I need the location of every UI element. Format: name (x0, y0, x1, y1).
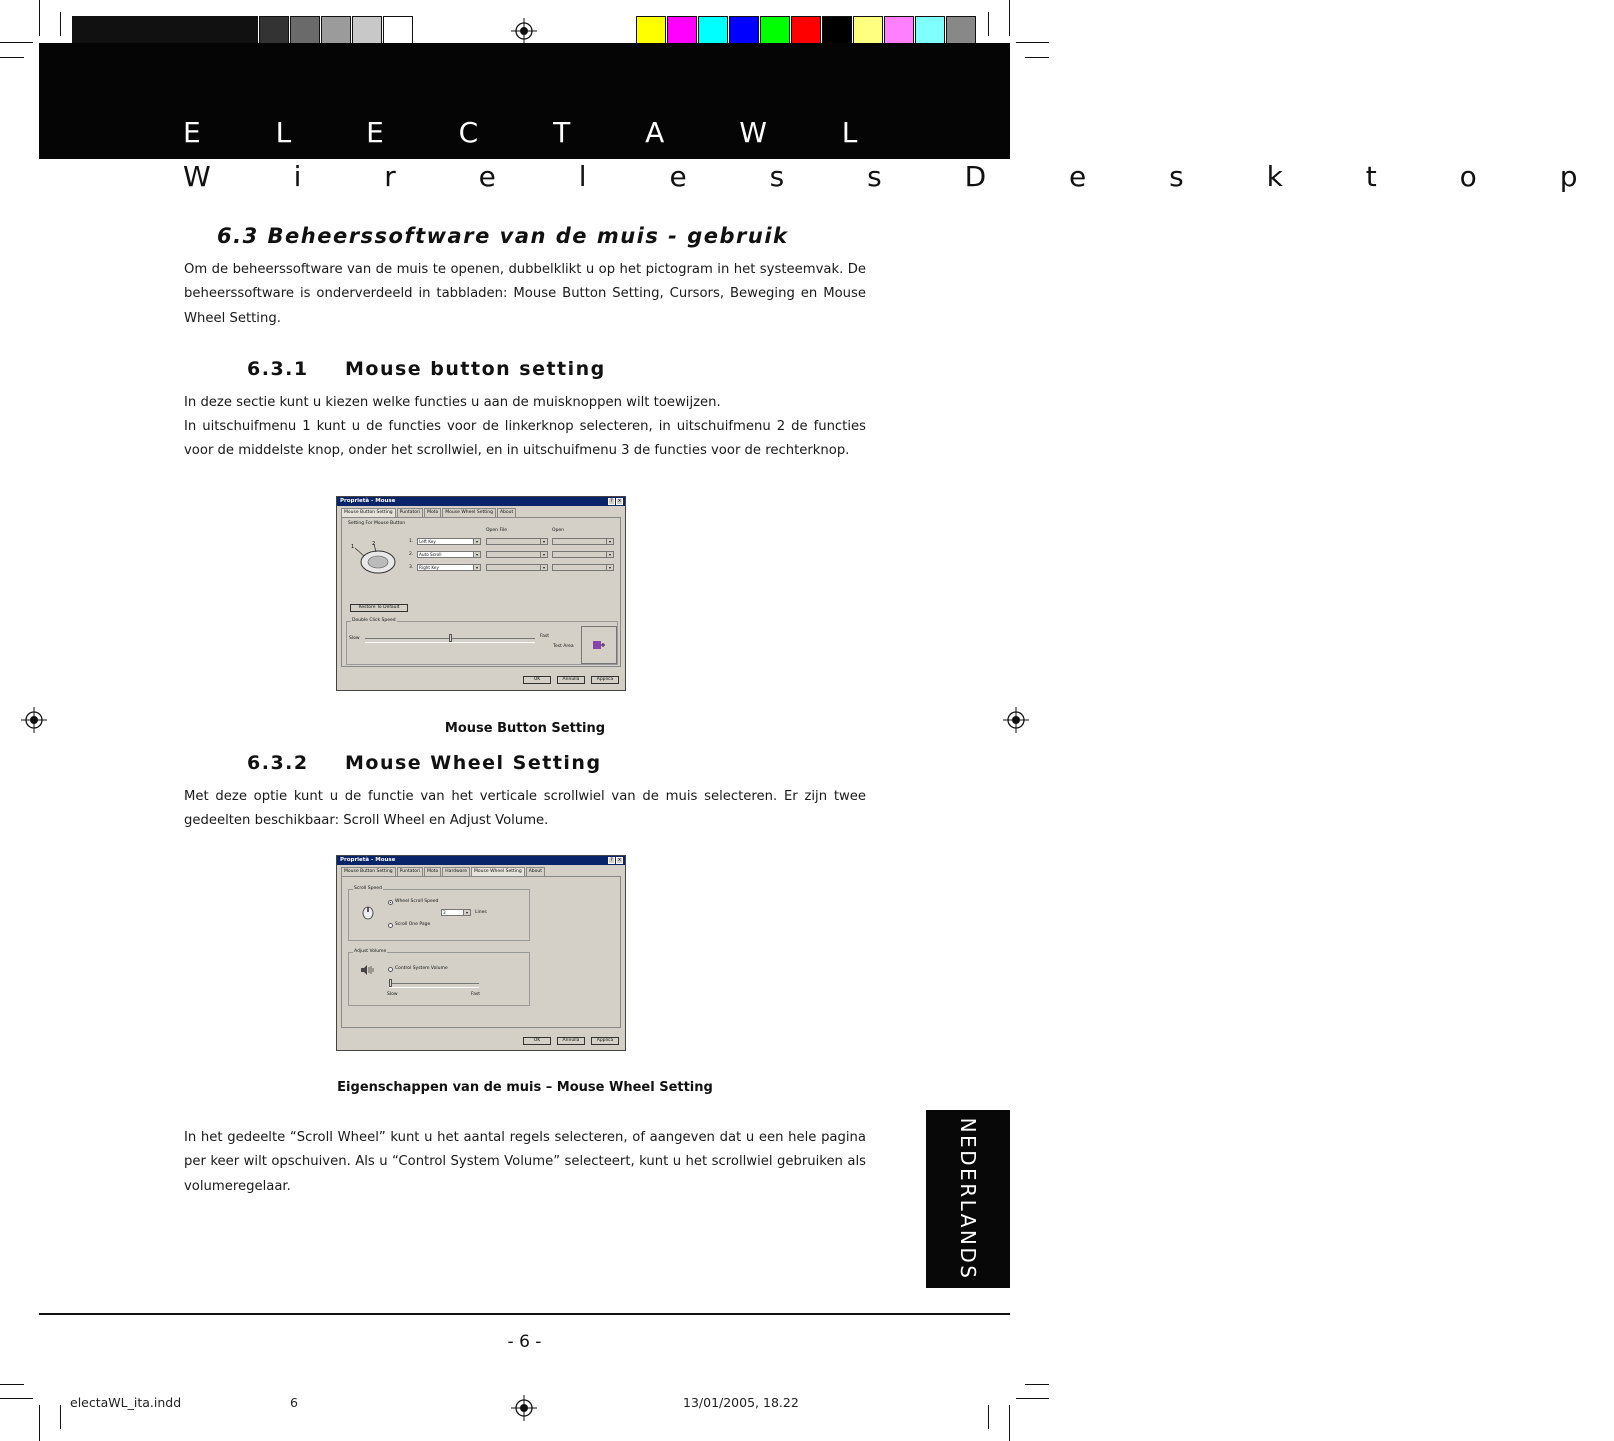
color-swatch (729, 16, 759, 44)
scroll-one-page-radio[interactable] (388, 923, 393, 928)
double-click-slider-thumb[interactable] (449, 634, 452, 642)
tab-mouse-wheel-setting[interactable]: Mouse Wheel Setting (442, 508, 496, 517)
color-swatch (667, 16, 697, 44)
subsection-title: Mouse button setting (345, 358, 606, 380)
tab-strip (341, 508, 517, 517)
color-swatch (946, 16, 976, 44)
row-number: 2. (409, 552, 414, 557)
gray-swatch (321, 16, 351, 44)
crop-mark (1025, 1384, 1049, 1385)
close-icon[interactable]: × (617, 498, 622, 504)
adjust-volume-group (348, 949, 530, 1006)
tab-puntatori[interactable]: Puntatori (397, 867, 423, 876)
wheel-scroll-speed-label: Wheel Scroll Speed (395, 899, 439, 904)
restore-default-button[interactable]: Restore To Default (350, 604, 408, 612)
crop-mark (988, 1405, 989, 1429)
language-label: NEDERLANDS (956, 1117, 980, 1281)
crop-mark (60, 12, 61, 36)
scroll-speed-group (348, 886, 530, 941)
apply-button[interactable]: Applica (591, 676, 619, 684)
section-title: 6.3 Beheerssoftware van de muis - gebruik (217, 224, 789, 248)
window-title: Proprietà - Mouse (337, 497, 625, 506)
tab-about[interactable]: About (497, 508, 516, 517)
subsection-heading-1 (247, 358, 606, 380)
control-system-volume-radio[interactable] (388, 967, 393, 972)
color-swatch (636, 16, 666, 44)
crop-mark (1016, 1398, 1049, 1399)
double-click-label: Double Click Speed (352, 618, 396, 623)
volume-slider-thumb[interactable] (389, 979, 392, 987)
button-2-function-select[interactable]: Auto Scroll ▾ (417, 551, 481, 558)
tab-moto[interactable]: Moto (424, 508, 441, 517)
closing-text: In het gedeelte “Scroll Wheel” kunt u het aantal regels selecteren, of aangeven dat u een hele pagina per keer wilt opschuiven. Als u “Control System Volume” selecteert, kunt u het scrollwiel gebruiken als volumeregelaar. (184, 1130, 866, 1194)
svg-text:2: 2 (372, 541, 376, 547)
crop-mark (1025, 57, 1049, 58)
caption-mouse-wheel-setting: Eigenschappen van de muis – Mouse Wheel Setting (337, 1080, 713, 1095)
subsection-heading-2 (247, 752, 602, 774)
slug-file: electaWL_ita.indd (70, 1395, 182, 1410)
col-open-file: Open File (486, 528, 507, 533)
cancel-button[interactable]: Annulla (557, 1037, 585, 1045)
color-swatch (698, 16, 728, 44)
subsection-number: 6.3.1 (247, 358, 309, 380)
crop-mark (0, 1398, 33, 1399)
tab-mouse-button-setting[interactable]: Mouse Button Setting (341, 867, 396, 876)
tab-about[interactable]: About (526, 867, 545, 876)
button-1-open-file-select[interactable] (486, 538, 548, 545)
button-3-open-file-select[interactable] (486, 564, 548, 571)
crop-mark (39, 0, 40, 36)
button-3-open-select[interactable] (552, 564, 614, 571)
ok-button[interactable]: OK (523, 1037, 551, 1045)
registration-mark-icon (1003, 707, 1029, 733)
crop-mark (39, 1405, 40, 1441)
fast-label: Fast (471, 992, 481, 997)
crop-mark (1009, 0, 1010, 36)
crop-mark (988, 12, 989, 36)
lines-label: Lines (475, 910, 487, 915)
sub2-text: Met deze optie kunt u de functie van het verticale scrollwiel van de muis selecteren. Er zijn twee gedeelten beschikbaar: Scroll Wheel en Adjust Volume. (184, 789, 866, 829)
brand-title: E L E C T A W L (183, 116, 891, 149)
page-number: - 6 - (507, 1332, 542, 1352)
test-area-box[interactable] (581, 626, 617, 664)
crop-mark (0, 57, 24, 58)
crop-mark (1009, 1405, 1010, 1441)
color-swatch (791, 16, 821, 44)
tab-pane (341, 517, 621, 667)
tab-mouse-button-setting[interactable]: Mouse Button Setting (341, 508, 396, 517)
slow-label: Slow (387, 992, 398, 997)
ok-button[interactable]: OK (523, 676, 551, 684)
volume-track (389, 983, 479, 988)
brand-subtitle: W i r e l e s s D e s k t o p (183, 160, 1614, 193)
test-area-label: Test Area (553, 644, 574, 649)
double-click-group (346, 618, 618, 665)
gray-swatch (259, 16, 289, 44)
mouse-button-setting-screenshot (336, 496, 626, 691)
control-system-volume-label: Control System Volume (395, 966, 448, 971)
wheel-scroll-speed-radio[interactable] (388, 900, 393, 905)
col-open: Open (552, 528, 565, 533)
window-title: Proprietà - Mouse (337, 856, 625, 865)
scroll-one-page-label: Scroll One Page (395, 922, 431, 927)
help-icon[interactable]: ? (608, 857, 615, 864)
tab-hardware[interactable]: Hardware (442, 867, 470, 876)
registration-mark-icon (511, 18, 537, 44)
gray-swatch (290, 16, 320, 44)
color-swatch (822, 16, 852, 44)
color-swatch (884, 16, 914, 44)
color-swatch (760, 16, 790, 44)
adjust-volume-label: Adjust Volume (354, 949, 387, 954)
scroll-wheel-icon (361, 904, 375, 920)
subsection-number: 6.3.2 (247, 752, 309, 774)
slug-date: 13/01/2005, 18.22 (683, 1395, 799, 1410)
tab-puntatori[interactable]: Puntatori (397, 508, 423, 517)
fast-label: Fast (540, 634, 550, 639)
tab-pane (341, 876, 621, 1028)
color-swatch (853, 16, 883, 44)
button-3-function-select[interactable]: Right Key ▾ (417, 564, 481, 571)
button-1-open-select[interactable] (552, 538, 614, 545)
sub1-text-1: In deze sectie kunt u kiezen welke functies u aan de muisknoppen wilt toewijzen. (184, 395, 721, 410)
gray-swatch (352, 16, 382, 44)
crop-mark (0, 42, 33, 43)
tab-strip (341, 867, 546, 876)
help-icon[interactable]: ? (608, 498, 615, 505)
group-label: Setting For Mouse Button (348, 521, 406, 526)
scroll-speed-label: Scroll Speed (354, 886, 382, 891)
sub1-text-2: In uitschuifmenu 1 kunt u de functies voor de linkerknop selecteren, in uitschuifmenu 2 de functies voor de middelste knop, onder het scrollwiel, en in uitschuifmenu 3 de functies voor de rechterknop. (184, 419, 866, 459)
registration-mark-icon (21, 707, 47, 733)
button-1-function-select[interactable]: Left Key ▾ (417, 538, 481, 545)
button-2-open-select[interactable] (552, 551, 614, 558)
gray-swatch (72, 16, 258, 44)
tab-moto[interactable]: Moto (424, 867, 441, 876)
speaker-icon (359, 964, 375, 976)
close-icon[interactable]: × (617, 857, 622, 863)
color-swatch (915, 16, 945, 44)
subsection-title: Mouse Wheel Setting (345, 752, 602, 774)
lines-select[interactable]: 3 ▾ (441, 909, 471, 916)
section-intro: Om de beheerssoftware van de muis te openen, dubbelklikt u op het pictogram in het systeemvak. De beheerssoftware is onderverdeeld in tabbladen: Mouse Button Setting, Cursors, Beweging en Mouse Wheel Setting. (184, 262, 866, 326)
row-number: 1. (409, 539, 414, 544)
row-number: 3. (409, 565, 414, 570)
footer-rule (39, 1313, 1010, 1315)
mouse-illustration-icon (350, 540, 400, 576)
slug-page: 6 (290, 1395, 298, 1410)
apply-button[interactable]: Applica (591, 1037, 619, 1045)
cancel-button[interactable]: Annulla (557, 676, 585, 684)
registration-mark-icon (511, 1395, 537, 1421)
tab-mouse-wheel-setting[interactable]: Mouse Wheel Setting (471, 867, 525, 876)
crop-mark (1016, 42, 1049, 43)
slow-label: Slow (349, 636, 360, 641)
button-2-open-file-select[interactable] (486, 551, 548, 558)
mouse-wheel-setting-screenshot (336, 855, 626, 1051)
svg-text:1: 1 (351, 544, 355, 550)
gray-swatch (383, 16, 413, 44)
test-area-icon (592, 639, 606, 651)
crop-mark (0, 1384, 24, 1385)
crop-mark (60, 1405, 61, 1429)
caption-mouse-button-setting: Mouse Button Setting (444, 721, 606, 736)
language-side-tab (926, 1110, 1010, 1288)
